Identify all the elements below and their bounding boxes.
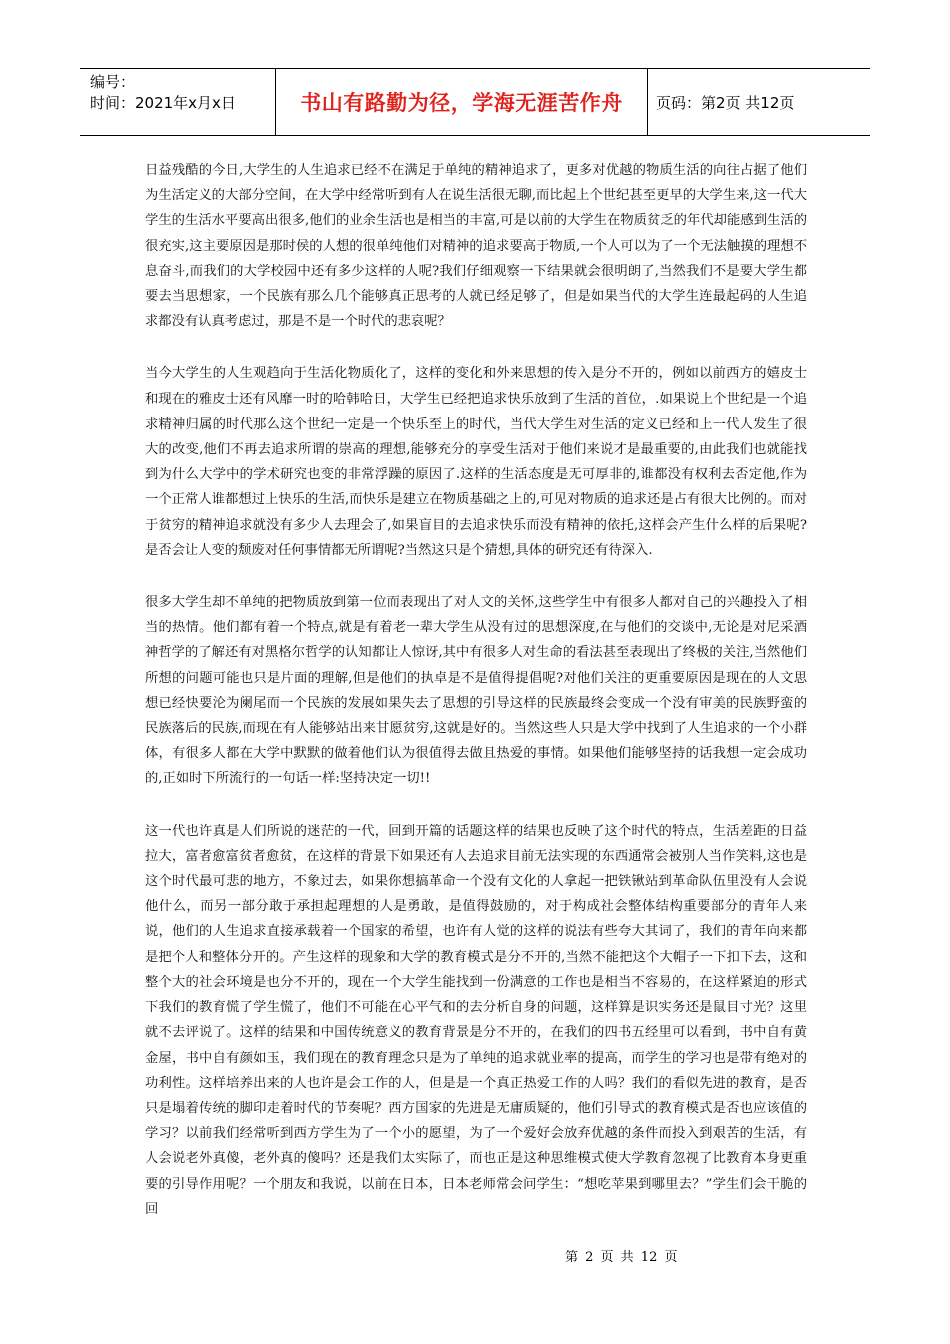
paragraph-4: 这一代也许真是人们所说的迷茫的一代，回到开篇的话题这样的结果也反映了这个时代的特点，生活差距的日益拉大，富者愈富贫者愈贫，在这样的背景下如果还有人去追求目前无法实现的东西通常会被别人当作笑料,这也是这个时代最可悲的地方，不象过去，如果你想搞革命一个没有文化的人拿起一把铁锹站到革命队伍里没有人会说他什么，而另一部分敢于承担起理想的人是勇敢，是值得鼓励的，对于构成社会整体结构重要部分的青年人来说，他们的人生追求直接承载着一个国家的希望，也许有人觉的这样的说法有些夸大其词了，我们的青年向来都是把个人和整体分开的。产生这样的现象和大学的教育模式是分不开的,当然不能把这个大帽子一下扣下去，这和整个大的社会环境是也分不开的，现在一个大学生能找到一份满意的工作也是相当不容易的，在这样紧迫的形式下我们的教育慌了学生慌了，他们不可能在心平气和的去分析自身的问题，这样算是识实务还是鼠目寸光？这里就不去评说了。这样的结果和中国传统意义的教育背景是分不开的，在我们的四书五经里可以看到，书中自有黄金屋，书中自有颜如玉，我们现在的教育理念只是为了单纯的追求就业率的提高，而学生的学习也是带有绝对的功利性。这样培养出来的人也许是会工作的人，但是是一个真正热爱工作的人吗？我们的看似先进的教育，是否只是塌着传统的脚印走着时代的节奏呢？西方国家的先进是无庸质疑的，他们引导式的教育模式是否也应该值的学习？以前我们经常听到西方学生为了一个小的愿望，为了一个爱好会放弃优越的条件而投入到艰苦的生活，有人会说老外真傻，老外真的傻吗？还是我们太实际了，而也正是这种思维模式使大学教育忽视了比教育本身更重要的引导作用呢？一个朋友和我说，以前在日本，日本老师常会问学生：“想吃苹果到哪里去？”学生们会干脆的回 [145, 823, 807, 1217]
header-motto: 书山有路勤为径，学海无涯苦作舟 [276, 69, 648, 135]
header-page-info: 页码：第2页 共12页 [656, 93, 795, 112]
date-line: 时间：2021年x月x日 [90, 94, 236, 112]
serial-number-label: 编号： [90, 73, 136, 91]
page-footer: 第 2 页 共 12 页 [565, 1250, 678, 1265]
page-header [80, 68, 870, 136]
paragraph-3: 很多大学生却不单纯的把物质放到第一位而表现出了对人文的关怀,这些学生中有很多人都对自己的兴趣投入了相当的热情。他们都有着一个特点,就是有着老一辈大学生从没有过的思想深度,在与他们的交谈中,无论是对尼采酒神哲学的了解还有对黑格尔哲学的认知都让人惊讶,其中有很多人对生命的看法甚至表现出了终极的关注,当然他们所想的问题可能也只是片面的理解,但是他们的执卓是不是值得提倡呢?对他们关注的更重要原因是现在的人文思想已经快要沦为阑尾而一个民族的发展如果失去了思想的引导这样的民族最终会变成一个没有审美的民族野蛮的民族落后的民族,而现在有人能够站出来甘愿贫穷,这就是好的。当然这些人只是大学中找到了人生追求的一个小群体，有很多人都在大学中默默的做着他们认为很值得去做且热爱的事情。如果他们能够坚持的话我想一定会成功的,正如时下所流行的一句话一样:坚持决定一切!! [145, 595, 807, 787]
document-body [145, 158, 807, 1249]
paragraph-2: 当今大学生的人生观趋向于生活化物质化了，这样的变化和外来思想的传入是分不开的，例如以前西方的嬉皮士和现在的雅皮士还有风靡一时的哈韩哈日，大学生已经把追求快乐放到了生活的首位，.如果说上个世纪是一个追求精神归属的时代那么这个世纪一定是一个快乐至上的时代，当代大学生对生活的定义已经和上一代人发生了很大的改变,他们不再去追求所谓的崇高的理想,能够充分的享受生活对于他们来说才是最重要的,由此我们也就能找到为什么大学中的学术研究也变的非常浮躁的原因了.这样的生活态度是无可厚非的,谁都没有权利去否定他,作为一个正常人谁都想过上快乐的生活,而快乐是建立在物质基础之上的,可见对物质的追求还是占有很大比例的。而对于贫穷的精神追求就没有多少人去理会了,如果盲目的去追求快乐而没有精神的依托,这样会产生什么样的后果呢?是否会让人变的颓废对任何事情都无所谓呢?当然这只是个猜想,具体的研究还有待深入. [145, 366, 807, 558]
paragraph-1: 日益残酷的今日,大学生的人生追求已经不在满足于单纯的精神追求了，更多对优越的物质生活的向往占据了他们为生活定义的大部分空间，在大学中经常听到有人在说生活很无聊,而比起上个世纪甚至更早的大学生来,这一代大学生的生活水平要高出很多,他们的业余生活也是相当的丰富,可是以前的大学生在物质贫乏的年代却能感到生活的很充实,这主要原因是那时侯的人想的很单纯他们对精神的追求要高于物质,一个人可以为了一个无法触摸的理想不息奋斗,而我们的大学校园中还有多少这样的人呢?我们仔细观察一下结果就会很明朗了,当然我们不是要大学生都要去当思想家，一个民族有那么几个能够真正思考的人就已经足够了，但是如果当代的大学生连最起码的人生追求都没有认真考虑过，那是不是一个时代的悲哀呢？ [145, 163, 807, 330]
header-meta [80, 69, 276, 135]
